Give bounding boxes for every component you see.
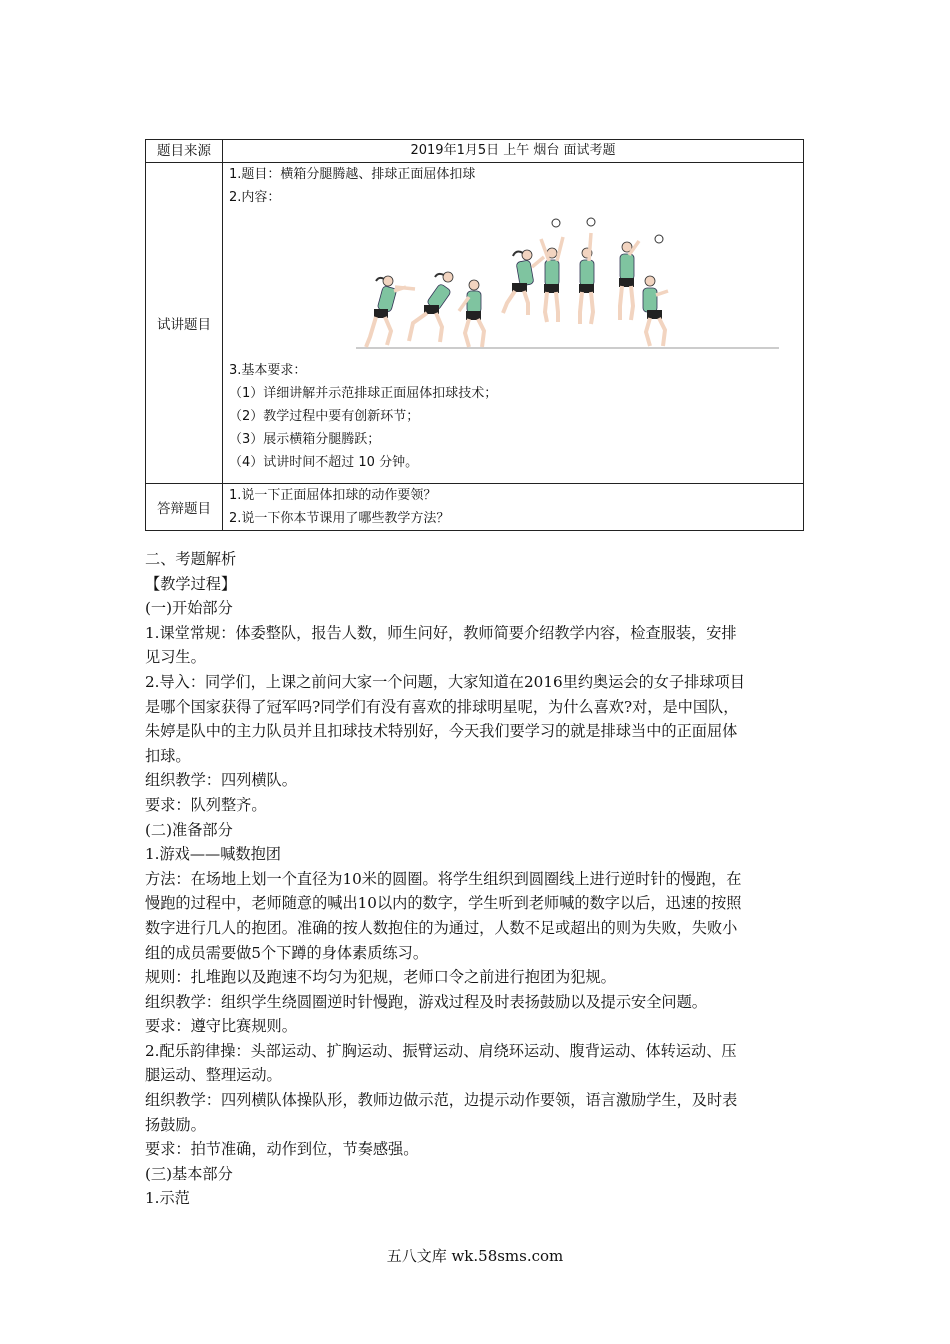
lecture-label: 试讲题目 — [146, 163, 223, 484]
lecture-title-line: 1.题目：横箱分腿腾越、排球正面屈体扣球 — [229, 167, 476, 182]
requirement-3: （3）展示横箱分腿腾跃； — [229, 432, 381, 447]
paragraph-line: 扣球。 — [145, 746, 191, 765]
paragraph-line: 1.示范 — [145, 1189, 190, 1208]
part-basic-heading: (三)基本部分 — [145, 1164, 233, 1183]
table-row-defense — [146, 484, 804, 531]
exam-analysis-body — [145, 547, 811, 1211]
paragraph-line: 朱婷是队中的主力队员并且扣球技术特别好，今天我们要学习的就是排球当中的正面屈体 — [145, 722, 738, 741]
defense-question-1: 1.说一下正面屈体扣球的动作要领？ — [229, 488, 437, 503]
player-figure-8 — [643, 235, 668, 346]
requirement-1: （1）详细讲解并示范排球正面屈体扣球技术； — [229, 386, 498, 401]
paragraph-line: 组的成员需要做5个下蹲的身体素质练习。 — [145, 943, 429, 962]
paragraph-line: 数字进行几人的抱团。准确的按人数抱住的为通过，人数不足或超出的则为失败，失败小 — [145, 918, 738, 937]
paragraph-line: 扬鼓励。 — [145, 1115, 206, 1134]
source-value: 2019年1月5日 上午 烟台 面试考题 — [223, 140, 804, 163]
paragraph-line: 组织教学：组织学生绕圆圈逆时针慢跑，游戏过程及时表扬鼓励以及提示安全问题。 — [145, 992, 707, 1011]
paragraph-line: 1.游戏——喊数抱团 — [145, 845, 281, 864]
lecture-content-line: 2.内容： — [229, 190, 281, 205]
table-row-source — [146, 140, 804, 163]
player-figure-5 — [541, 219, 563, 322]
paragraph-line: 组织教学：四列横队。 — [145, 771, 297, 790]
paragraph-line: 腿运动、整理运动。 — [145, 1066, 282, 1085]
defense-label: 答辩题目 — [146, 484, 223, 531]
requirement-2: （2）教学过程中要有创新环节； — [229, 409, 420, 424]
teaching-process-heading: 【教学过程】 — [145, 574, 237, 593]
paragraph-line: 方法：在场地上划一个直径为10米的圆圈。将学生组织到圆圈线上进行逆时针的慢跑，在 — [145, 869, 742, 888]
defense-content — [223, 484, 804, 531]
paragraph-line: 2.导入：同学们，上课之前问大家一个问题，大家知道在2016里约奥运会的女子排球项目 — [145, 672, 745, 691]
page-footer: 五八文库 wk.58sms.com — [386, 1247, 564, 1265]
requirements-heading: 3.基本要求： — [229, 363, 307, 378]
exam-info-table — [145, 139, 804, 531]
player-figure-6 — [579, 218, 595, 324]
paragraph-line: 规则：扎堆跑以及跑速不均匀为犯规，老师口令之前进行抱团为犯规。 — [145, 968, 616, 987]
spike-sequence-illustration — [229, 209, 789, 359]
player-figure-7 — [619, 241, 639, 320]
paragraph-line: 2.配乐韵律操：头部运动、扩胸运动、振臂运动、肩绕环运动、腹背运动、体转运动、压 — [145, 1041, 737, 1060]
table-row-lecture — [146, 163, 804, 484]
paragraph-line: 要求：拍节准确，动作到位，节奏感强。 — [145, 1140, 419, 1159]
section-heading: 二、考题解析 — [145, 550, 237, 568]
player-figure-2 — [395, 272, 453, 342]
requirement-4: （4）试讲时间不超过 10 分钟。 — [229, 455, 419, 470]
paragraph-line: 1.课堂常规：体委整队，报告人数，师生问好，教师简要介绍教学内容，检查服装，安排 — [145, 623, 737, 642]
paragraph-line: 见习生。 — [145, 648, 206, 667]
paragraph-line: 要求：队列整齐。 — [145, 795, 267, 814]
volleyball-spike-figure — [229, 209, 803, 359]
paragraph-line: 是哪个国家获得了冠军吗?同学们有没有喜欢的排球明星呢，为什么喜欢?对，是中国队， — [145, 697, 739, 716]
part-prep-heading: (二)准备部分 — [145, 820, 233, 839]
player-figure-3 — [459, 280, 484, 347]
paragraph-line: 组织教学：四列横队体操队形，教师边做示范，边提示动作要领，语言激励学生，及时表 — [145, 1091, 738, 1110]
paragraph-line: 慢跑的过程中，老师随意的喊出10以内的数字，学生听到老师喊的数字以后，迅速的按照 — [145, 894, 742, 913]
defense-question-2: 2.说一下你本节课用了哪些教学方法？ — [229, 511, 450, 526]
source-label: 题目来源 — [146, 140, 223, 163]
paragraph-line: 要求：遵守比赛规则。 — [145, 1017, 297, 1036]
lecture-content — [223, 163, 804, 484]
part-start-heading: (一)开始部分 — [145, 599, 233, 618]
player-figure-4 — [503, 250, 544, 315]
